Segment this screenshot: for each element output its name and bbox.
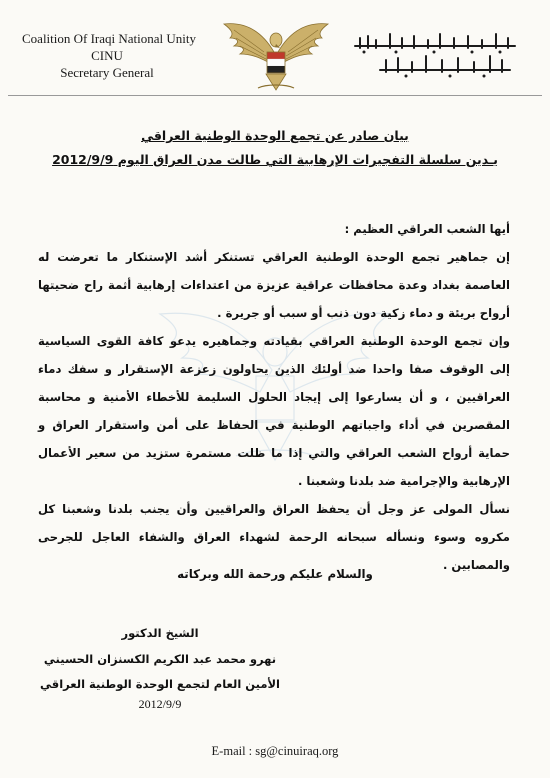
signatory-title: الشيخ الدكتور [121, 626, 199, 640]
paragraph-2: وإن تجمع الوحدة الوطنية العراقي بقيادته وجماهيره يدعو كافة القوى السياسية إلى الوقوف صفا واحدا ضد أولئك الذين يحاولون زعزعة الإستقرار و سفك دماء العراقيين ، و أن يسارعوا إلى إيجاد الحلول السليمة للأخطاء الأمنية و محاسبة المقصرين في أداء واجباتهم الوطنية في الحفاظ على أمن واستقرار العراق و حماية أرواح الشعب العراقي والتي إذا ما ظلت مستمرة ستزيد من سعير الأعمال الإرهابية والإجرامية ضد بلدنا وشعبنا . [38, 334, 510, 488]
statement-title: بيان صادر عن تجمع الوحدة الوطنية العراقي [141, 128, 409, 143]
signatory-position: الأمين العام لتجمع الوحدة الوطنية العراقي [40, 677, 280, 691]
signatory-name: نهرو محمد عبد الكريم الكسنزان الحسيني [43, 652, 277, 666]
org-name-en: Coalition Of Iraqi National Unity [22, 31, 197, 46]
statement-body [38, 215, 510, 579]
closing-greeting: والسلام عليكم ورحمة الله وبركاته [177, 567, 373, 581]
statement-subtitle: يـدين سلسلة التفجيرات الإرهابية التي طالت مدن العراق اليوم 2012/9/9 [52, 152, 498, 167]
eagle-emblem-icon [220, 18, 332, 98]
signature-date: 2012/9/9 [138, 697, 182, 711]
org-header-english [22, 30, 197, 81]
header-divider [8, 95, 542, 96]
paragraph-1: إن جماهير تجمع الوحدة الوطنية العراقي تستنكر أشد الإستنكار ما تعرضت له العاصمة بغداد وعدة محافظات عراقية عزيزة من اعتداءات إرهابية أثمة راح ضحيتها أرواح بريئة و دماء زكية دون ذنب أو سبب أو جريرة . [38, 250, 510, 320]
office-name: Secretary General [60, 65, 154, 80]
org-abbr: CINU [91, 48, 123, 63]
arabic-calligraphy-logo [350, 28, 520, 83]
paragraph-3: نسأل المولى عز وجل أن يحفظ العراق والعراقيين وأن يجنب بلدنا وشعبنا كل مكروه وسوء ونسأله سبحانه الرحمة لشهداء العراق والشفاء العاجل للجرحى والمصابين . [38, 502, 510, 572]
footer-email: E-mail : sg@cinuiraq.org [211, 744, 339, 758]
salutation: أيها الشعب العراقي العظيم : [344, 222, 510, 236]
